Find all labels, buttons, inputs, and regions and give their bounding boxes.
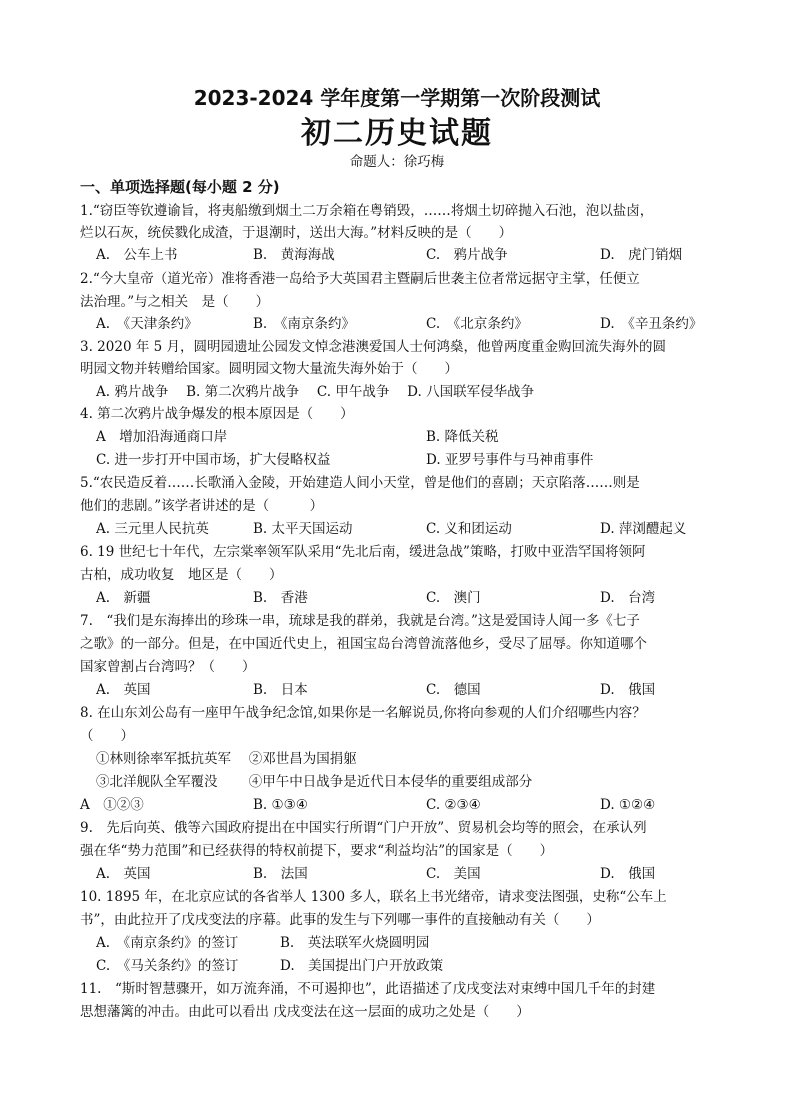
q7-text-line1: 7. “我们是东海捧出的珍珠一串，琉球是我的群弟，我就是台湾。”这是爱国诗人闻一多《七子 [80, 613, 640, 629]
q6-option-b: B. 香港 [253, 590, 308, 606]
q5-text-line1: 5.“农民造反着……长歌涌入金陵，开始建造人间小天堂，曾是他们的喜剧；天京陷落……则是 [80, 475, 640, 491]
q6-option-d: D. 台湾 [600, 590, 656, 606]
q10-text-line1: 10. 1895 年，在北京应试的各省举人 1300 多人，联名上书光绪帝，请求变法图强，史称“公车上 [80, 889, 667, 905]
q10-option-a: A. 《南京条约》的签订 [96, 935, 239, 951]
exam-title-line2: 初二历史试题 [301, 116, 493, 151]
q9-option-b: B. 法国 [253, 866, 308, 882]
q11-text-line1: 11. “斯时智慧骤开，如万流奔涌，不可遏抑也”，此语描述了戊戌变法对束缚中国几千年的封建 [80, 981, 656, 997]
q2-text-line2: 法治理。”与之相关 是（ ） [80, 294, 270, 310]
q1-text-line1: 1.“窃臣等钦遵谕旨，将夷船缴到烟土二万余箱在粤销毁，……将烟土切碎抛入石池，泡以盐卤， [80, 203, 654, 219]
q1-option-d: D. 虎门销烟 [600, 247, 683, 263]
q2-option-b: B. 《南京条约》 [253, 316, 355, 332]
q9-text-line1: 9. 先后向英、俄等六国政府提出在中国实行所谓“门户开放”、贸易机会均等的照会，在承认列 [80, 820, 647, 836]
q5-option-a: A. 三元里人民抗英 [96, 521, 209, 537]
q8-text-line1: 8. 在山东刘公岛有一座甲午战争纪念馆,如果你是一名解说员,你将向参观的人们介绍哪些内容？ [80, 705, 646, 721]
q2-text-line1: 2.“今大皇帝（道光帝）准将香港一岛给予大英国君主暨嗣后世袭主位者常远据守主掌，任便立 [80, 271, 640, 287]
exam-title-line1: 2023-2024 学年度第一学期第一次阶段测试 [193, 86, 601, 110]
q9-option-a: A. 英国 [96, 866, 151, 882]
q1-option-b: B. 黄海海战 [253, 247, 335, 263]
q8-statement-line2: ③北洋舰队全军覆没 ④甲午中日战争是近代日本侵华的重要组成部分 [96, 774, 533, 790]
q6-text-line2: 古柏，成功收复 地区是（ ） [80, 567, 283, 583]
q5-text-line2: 他们的悲剧。”该学者讲述的是（ ） [80, 498, 324, 514]
q7-option-b: B. 日本 [253, 682, 308, 698]
q2-option-d: D. 《辛丑条约》 [600, 316, 703, 332]
q9-option-c: C. 美国 [426, 866, 481, 882]
q3-text-line1: 3. 2020 年 5 月，圆明园遗址公园发文悼念港澳爱国人士何鸿燊，他曾两度重金购回流失海外的圆 [80, 339, 666, 355]
q7-text-line2: 之歌》的一部分。但是，在中国近代史上，祖国宝岛台湾曾流落他乡，受尽了屈辱。你知道哪个 [80, 636, 647, 652]
q7-text-line3: 国家曾割占台湾吗？（ ） [80, 659, 256, 675]
q3-text-line2: 明园文物并转赠给国家。圆明园文物大量流失海外始于（ ） [80, 361, 458, 377]
q9-option-d: D. 俄国 [600, 866, 656, 882]
q9-text-line2: 强在华“势力范围”和已经获得的特权前提下，要求“利益均沾”的国家是（ ） [80, 843, 554, 859]
q7-option-c: C. 德国 [426, 682, 481, 698]
q10-option-b: B. 英法联军火烧圆明园 [280, 935, 430, 951]
q8-option-a: A ①②③ [80, 797, 144, 813]
q10-option-d: D. 美国提出门户开放政策 [280, 958, 444, 974]
q8-option-b: B. ①③④ [253, 797, 308, 813]
q8-text-line2: （ ） [80, 728, 134, 744]
q2-option-c: C. 《北京条约》 [426, 316, 528, 332]
q8-option-c: C. ②③④ [426, 797, 481, 813]
q4-text-line1: 4. 第二次鸦片战争爆发的根本原因是（ ） [80, 406, 354, 422]
q2-option-a: A. 《天津条约》 [96, 316, 198, 332]
q6-option-c: C. 澳门 [426, 590, 481, 606]
q5-option-c: C. 义和团运动 [426, 521, 512, 537]
q6-text-line1: 6. 19 世纪七十年代，左宗棠率领军队采用“先北后南，缓进急战”策略，打败中亚浩罕国将领阿 [80, 544, 646, 560]
q1-text-line2: 烂以石灰，统侯戮化成渣，于退潮时，送出大海。”材料反映的是（ ） [80, 225, 513, 241]
q11-text-line2: 思想藩篱的冲击。由此可以看出 戊戌变法在这一层面的成功之处是（ ） [80, 1004, 530, 1020]
q7-option-d: D. 俄国 [600, 682, 656, 698]
q1-option-c: C. 鸦片战争 [426, 247, 508, 263]
q4-option-a: A 增加沿海通商口岸 [96, 429, 228, 445]
q6-option-a: A. 新疆 [96, 590, 151, 606]
section-heading: 一、单项选择题(每小题 2 分) [80, 178, 280, 196]
q3-options: A. 鸦片战争 B. 第二次鸦片战争 C. 甲午战争 D. 八国联军侵华战争 [96, 384, 535, 400]
q10-text-line2: 书”，由此拉开了戊戌变法的序幕。此事的发生与下列哪一事件的直接触动有关（ ） [80, 912, 600, 928]
q5-option-d: D. 萍浏醴起义 [600, 521, 687, 537]
q7-option-a: A. 英国 [96, 682, 151, 698]
q8-option-d: D. ①②④ [600, 797, 656, 813]
q4-option-b: B. 降低关税 [426, 429, 499, 445]
q4-option-d: D. 亚罗号事件与马神甫事件 [426, 452, 594, 468]
q10-option-c: C. 《马关条约》的签订 [96, 958, 239, 974]
q5-option-b: B. 太平天国运动 [253, 521, 353, 537]
q8-statement-line1: ①林则徐率军抵抗英军 ②邓世昌为国捐躯 [96, 751, 357, 767]
q1-option-a: A. 公车上书 [96, 247, 178, 263]
author-line: 命题人：徐巧梅 [349, 154, 445, 170]
q4-option-c: C. 进一步打开中国市场，扩大侵略权益 [96, 452, 331, 468]
